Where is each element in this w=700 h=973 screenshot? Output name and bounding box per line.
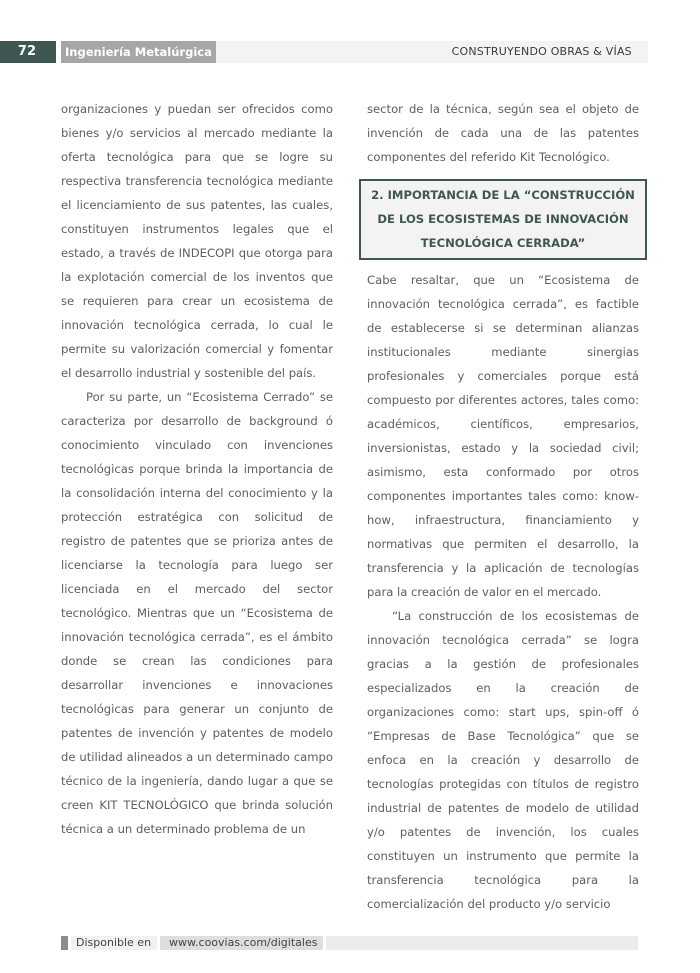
footer-url-link[interactable]: www.coovias.com/digitales	[160, 936, 323, 950]
footer-bar	[326, 936, 638, 950]
footer-marker	[61, 936, 68, 950]
footer-label: Disponible en	[71, 936, 157, 950]
page-number: 72	[0, 41, 56, 63]
section-heading: 2. IMPORTANCIA DE LA “CONSTRUCCIÓN DE LOS ECOSISTEMAS DE INNOVACIÓN TECNOLÓGICA CERRADA”	[359, 179, 647, 260]
body-paragraph: Cabe resaltar, que un “Ecosistema de innovación tecnológica cerrada”, es factible de establecerse si se determinan alianzas institucionales mediante sinergias profesionales y comerciales porque está compuesto por diferentes actores, tales como: académicos, científicos, empresarios, inversionistas, estado y la sociedad civil; asimismo, esta conformado por otros componentes importantes tales como: know-how, infraestructura, financiamiento y normativas que permiten el desarrollo, la transferencia y la aplicación de tecnologías para la creación de valor en el mercado.	[367, 273, 639, 599]
section-name: CONSTRUYENDO OBRAS & VÍAS	[451, 45, 632, 58]
left-column	[61, 97, 333, 841]
page-header	[0, 41, 700, 63]
body-paragraph: “La construcción de los ecosistemas de innovación tecnológica cerrada” se logra gracias a la gestión de profesionales especializados en la creación de organizaciones como: start ups, spin-off ó “Empresas de Base Tecnológica” que se enfoca en la creación y desarrollo de tecnologías protegidas con títulos de registro industrial de patentes de modelo de utilidad y/o patentes de invención, los cuales constituyen un instrumento que permite la transferencia tecnológica para la comercialización del producto y/o servicio	[367, 609, 639, 911]
header-bar	[216, 41, 648, 63]
page-footer	[61, 936, 638, 950]
right-column	[367, 97, 639, 916]
body-paragraph: sector de la técnica, según sea el objeto de invención de cada una de las patentes componentes del referido Kit Tecnológico.	[367, 102, 639, 164]
magazine-name: Ingeniería Metalúrgica	[61, 41, 216, 63]
body-paragraph: Por su parte, un “Ecosistema Cerrado” se caracteriza por desarrollo de background ó conocimiento vinculado con invenciones tecnológicas porque brinda la importancia de la consolidación interna del conocimiento y la protección estratégica con solicitud de registro de patentes que se prioriza antes de licenciarse la tecnología para luego ser licenciada en el mercado del sector tecnológico. Mientras que un “Ecosistema de innovación tecnológica cerrada”, es el ámbito donde se crean las condiciones para desarrollar invenciones e innovaciones tecnológicas para generar un conjunto de patentes de invención y patentes de modelo de utilidad alineados a un determinado campo técnico de la ingeniería, dando lugar a que se creen KIT TECNOLÓGICO que brinda solución técnica a un determinado problema de un	[61, 390, 333, 836]
body-paragraph: organizaciones y puedan ser ofrecidos como bienes y/o servicios al mercado mediante la oferta tecnológica para que se logre su respectiva transferencia tecnológica mediante el licenciamiento de sus patentes, las cuales, constituyen instrumentos legales que el estado, a través de INDECOPI que otorga para la explotación comercial de los inventos que se requieren para crear un ecosistema de innovación tecnológica cerrada, lo cual le permite su valorización comercial y fomentar el desarrollo industrial y sostenible del país.	[61, 102, 333, 380]
